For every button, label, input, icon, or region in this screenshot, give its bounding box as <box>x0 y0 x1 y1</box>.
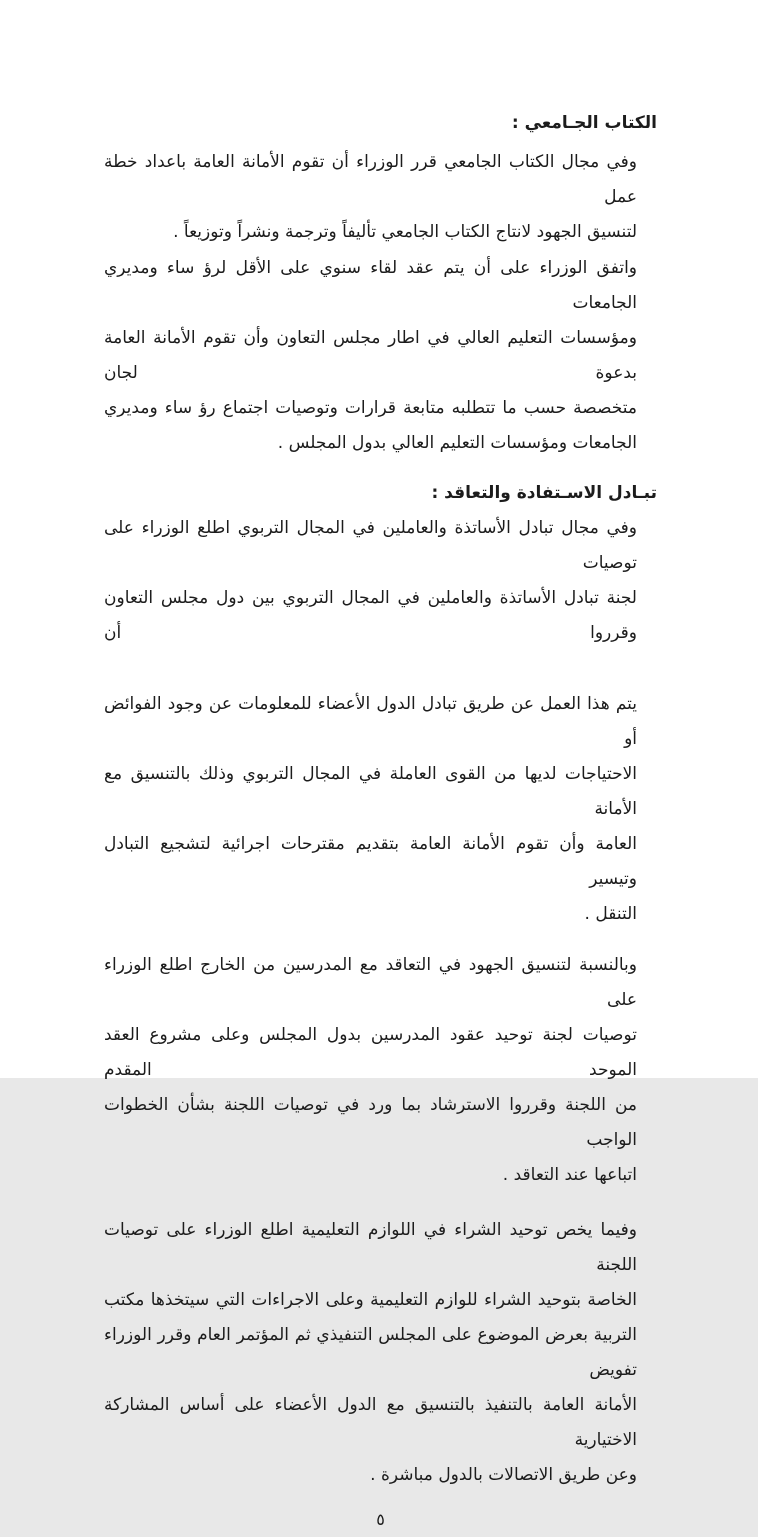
paragraph-line: توصيات لجنة توحيد عقود المدرسين بدول المجلس وعلى مشروع العقد الموحد المقدم <box>104 1025 637 1080</box>
paragraph-line: يتم هذا العمل عن طريق تبادل الدول الأعضاء للمعلومات عن وجود الفوائض أو <box>104 694 637 749</box>
paragraph-line: الأمانة العامة بالتنفيذ بالتنسيق مع الدول الأعضاء على أساس المشاركة الاختيارية <box>104 1395 637 1450</box>
paragraph <box>104 511 637 651</box>
paragraph-line: التنقل . <box>584 904 637 924</box>
paragraph-line: التربية بعرض الموضوع على المجلس التنفيذي ثم المؤتمر العام وقرر الوزراء تفويض <box>104 1325 637 1380</box>
paragraph <box>104 145 637 250</box>
paragraph-line: الجامعات ومؤسسات التعليم العالي بدول المجلس . <box>277 433 637 453</box>
paragraph-line: لجنة تبادل الأساتذة والعاملين في المجال التربوي بين دول مجلس التعاون وقرروا أن <box>104 588 637 643</box>
paragraph-line: وفيما يخص توحيد الشراء في اللوازم التعليمية اطلع الوزراء على توصيات اللجنة <box>104 1220 637 1275</box>
paragraph-line: ومؤسسات التعليم العالي في اطار مجلس التعاون وأن تقوم الأمانة العامة بدعوة لجان <box>104 328 637 383</box>
paragraph-line: وفي مجال الكتاب الجامعي قرر الوزراء أن تقوم الأمانة العامة باعداد خطة عمل <box>104 152 637 207</box>
paragraph-line: وبالنسبة لتنسيق الجهود في التعاقد مع المدرسين من الخارج اطلع الوزراء على <box>104 955 637 1010</box>
paragraph-line: لتنسيق الجهود لانتاج الكتاب الجامعي تأليفاً وترجمة ونشراً وتوزيعاً . <box>173 222 637 242</box>
paragraph-line: الاحتياجات لديها من القوى العاملة في المجال التربوي وذلك بالتنسيق مع الأمانة <box>104 764 637 819</box>
paragraph <box>104 687 637 932</box>
paragraph <box>104 948 637 1193</box>
paragraph <box>104 1213 637 1493</box>
paragraph-line: الخاصة بتوحيد الشراء للوازم التعليمية وعلى الاجراءات التي سيتخذها مكتب <box>104 1290 637 1310</box>
paragraph-line: وعن طريق الاتصالات بالدول مباشرة . <box>370 1465 637 1485</box>
paragraph-line: من اللجنة وقرروا الاسترشاد بما ورد في توصيات اللجنة بشأن الخطوات الواجب <box>104 1095 637 1150</box>
paragraph-line: اتباعها عند التعاقد . <box>502 1165 637 1185</box>
paragraph <box>104 251 637 461</box>
paragraph-line: وفي مجال تبادل الأساتذة والعاملين في المجال التربوي اطلع الوزراء على توصيات <box>104 518 637 573</box>
paragraph-line: واتفق الوزراء على أن يتم عقد لقاء سنوي على الأقل لرؤ ساء ومديري الجامعات <box>104 258 637 313</box>
paragraph-line: العامة وأن تقوم الأمانة العامة بتقديم مقترحات اجرائية لتشجيع التبادل وتيسير <box>104 834 637 889</box>
section-heading-exchange-contracting: تبـادل الاسـتفادة والتعاقد : <box>431 483 657 503</box>
page-number: ٥ <box>376 1510 385 1529</box>
paragraph-line: متخصصة حسب ما تتطلبه متابعة قرارات وتوصيات اجتماع رؤ ساء ومديري <box>104 398 637 418</box>
section-heading-university-book: الكتاب الجـامعي : <box>511 113 657 133</box>
